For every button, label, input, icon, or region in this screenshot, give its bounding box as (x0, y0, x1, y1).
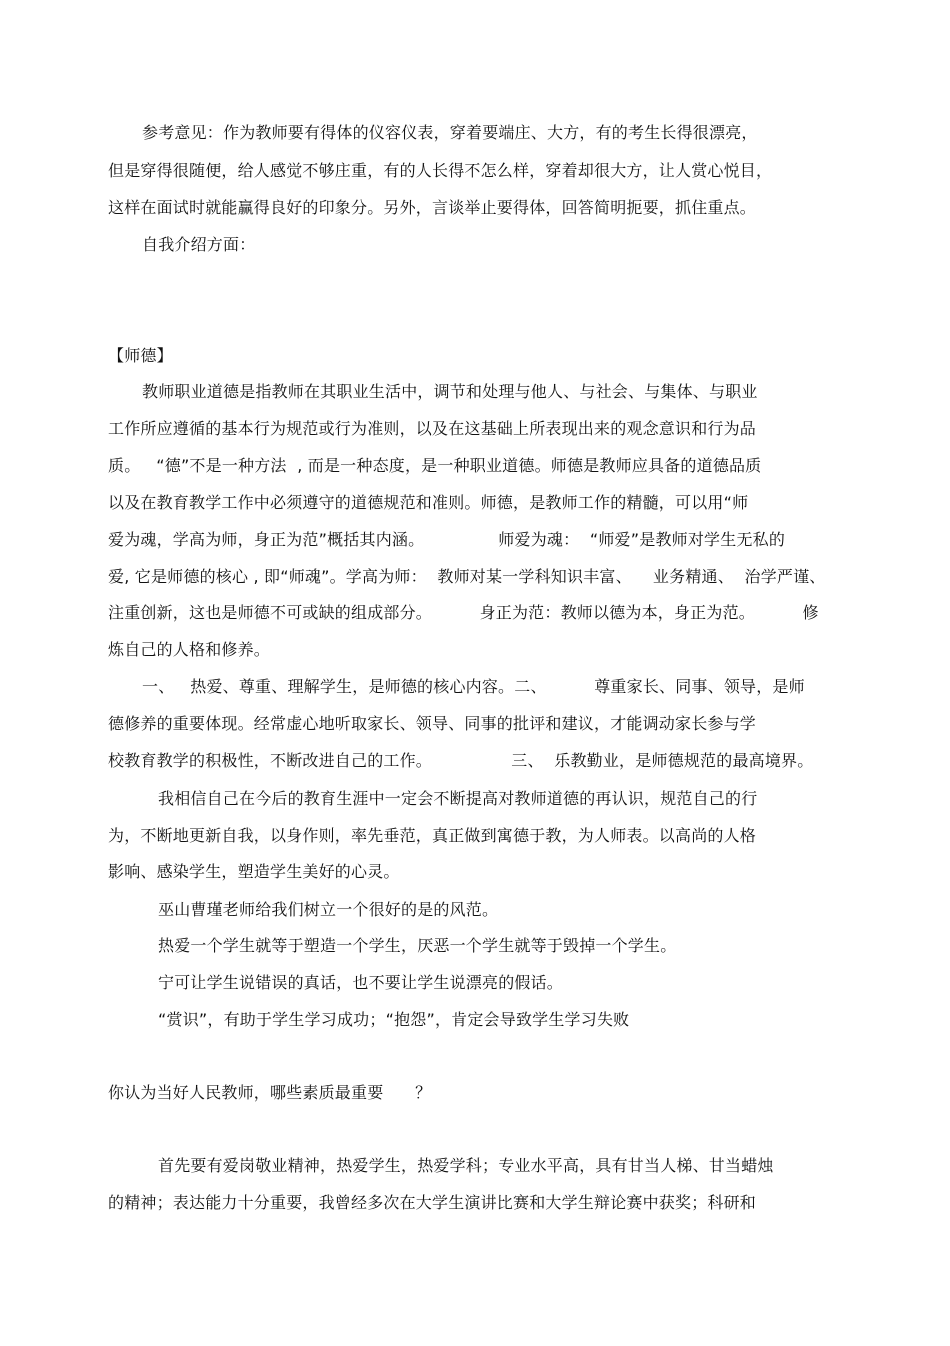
paragraph-line: 一、 热爱、尊重、理解学生，是师德的核心内容。二、 尊重家长、同事、领导，是师 (142, 677, 805, 696)
paragraph-line: 质。 “德”不是一种方法 , 而是一种态度，是一种职业道德。师德是教师应具备的道德品质 (108, 456, 762, 475)
quote-line: 热爱一个学生就等于塑造一个学生，厌恶一个学生就等于毁掉一个学生。 (158, 936, 677, 955)
paragraph-line: 爱为魂，学高为师，身正为范”概括其内涵。 师爱为魂： “师爱”是教师对学生无私的 (108, 530, 786, 549)
paragraph-line: 影响、感染学生，塑造学生美好的心灵。 (108, 862, 400, 881)
question-heading: 你认为当好人民教师，哪些素质最重要 ？ (108, 1083, 432, 1102)
paragraph-line: 自我介绍方面： (142, 235, 256, 254)
paragraph-line: 教师职业道德是指教师在其职业生活中，调节和处理与他人、与社会、与集体、与职业 (142, 382, 758, 401)
quote-line: 巫山曹瑾老师给我们树立一个很好的是的风范。 (158, 900, 499, 919)
paragraph-line: 注重创新，这也是师德不可或缺的组成部分。 身正为范：教师以德为本，身正为范。 修 (108, 603, 819, 622)
paragraph-line: 爱, 它是师德的核心 , 即“师魂”。学高为师： 教师对某一学科知识丰富、 业务精通、 治学严谨、 (108, 567, 826, 586)
paragraph-line: 为，不断地更新自我，以身作则，率先垂范，真正做到寓德于教，为人师表。以高尚的人格 (108, 826, 757, 845)
quote-line: 宁可让学生说错误的真话，也不要让学生说漂亮的假话。 (158, 973, 564, 992)
paragraph-line: 参考意见：作为教师要有得体的仪容仪表，穿着要端庄、大方，有的考生长得很漂亮， (142, 123, 758, 142)
paragraph-line: 但是穿得很随便，给人感觉不够庄重，有的人长得不怎么样，穿着却很大方，让人赏心悦目， (108, 161, 773, 180)
paragraph-line: 我相信自己在今后的教育生涯中一定会不断提高对教师道德的再认识，规范自己的行 (158, 789, 758, 808)
paragraph-line: 校教育教学的积极性，不断改进自己的工作。 三、 乐教勤业，是师德规范的最高境界。 (108, 751, 814, 770)
paragraph-line: 炼自己的人格和修养。 (108, 640, 271, 659)
section-heading: 【师德】 (108, 346, 173, 365)
paragraph-line: 这样在面试时就能赢得良好的印象分。另外，言谈举止要得体，回答简明扼要，抓住重点。 (108, 198, 757, 217)
paragraph-line: 德修养的重要体现。经常虚心地听取家长、领导、同事的批评和建议，才能调动家长参与学 (108, 714, 757, 733)
quote-line: “赏识”，有助于学生学习成功；“抱怨”，肯定会导致学生学习失败 (158, 1010, 630, 1029)
paragraph-line: 的精神；表达能力十分重要，我曾经多次在大学生演讲比赛和大学生辩论赛中获奖；科研和 (108, 1193, 757, 1212)
paragraph-line: 以及在教育教学工作中必须遵守的道德规范和准则。师德，是教师工作的精髓，可以用“师 (108, 493, 749, 512)
paragraph-line: 首先要有爱岗敬业精神，热爱学生，热爱学科；专业水平高，具有甘当人梯、甘当蜡烛 (158, 1156, 774, 1175)
paragraph-line: 工作所应遵循的基本行为规范或行为准则，以及在这基础上所表现出来的观念意识和行为品 (108, 419, 757, 438)
